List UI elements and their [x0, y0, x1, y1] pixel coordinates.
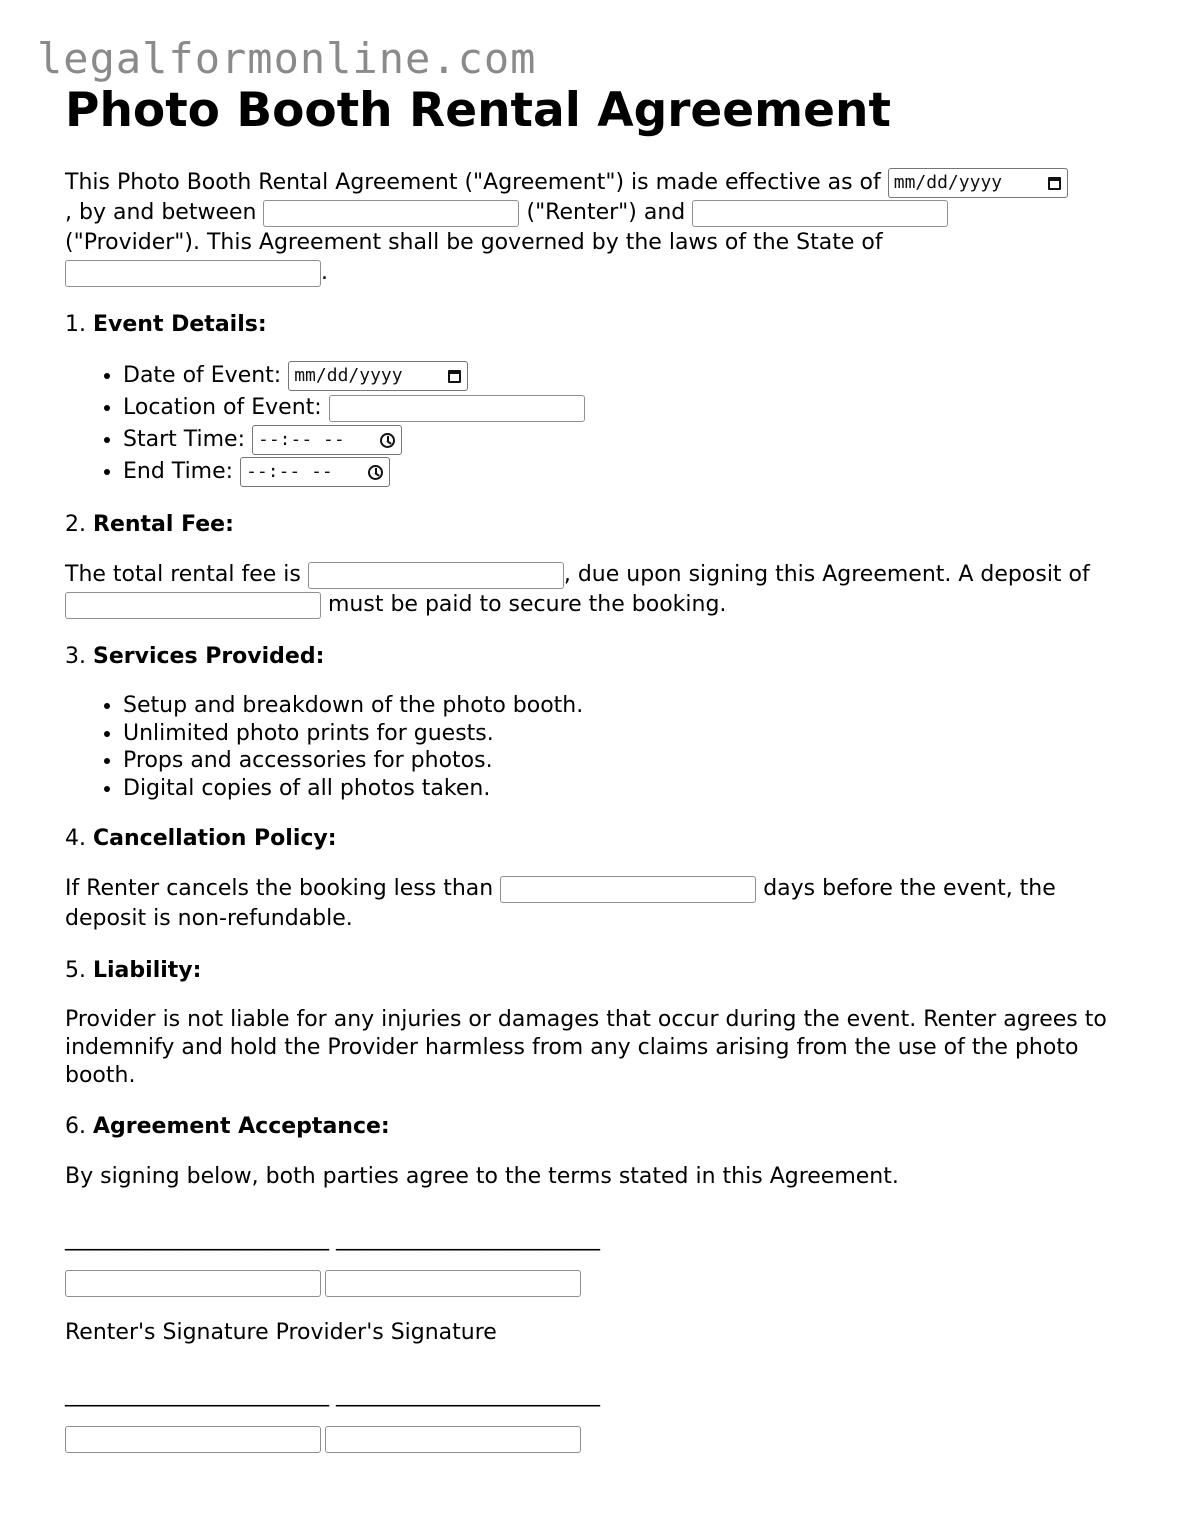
fee-text-1: The total rental fee is — [65, 562, 301, 588]
intro-text-1: This Photo Booth Rental Agreement ("Agreement") is made effective as of — [65, 170, 881, 196]
section-title: Cancellation Policy: — [93, 826, 337, 852]
section-title: Liability: — [93, 958, 202, 984]
event-date-placeholder: mm/dd/yyyy — [294, 365, 403, 387]
acceptance-paragraph: By signing below, both parties agree to the terms stated in this Agreement. — [65, 1164, 899, 1190]
intro-text-3: ("Renter") and — [526, 200, 686, 226]
section-number: 5. — [65, 958, 86, 984]
section-title: Services Provided: — [93, 644, 325, 670]
start-time-input[interactable] — [252, 425, 402, 455]
section-number: 2. — [65, 512, 86, 538]
signature-labels: Renter's Signature Provider's Signature — [65, 1320, 497, 1346]
section-event-details-heading — [65, 310, 1125, 340]
calendar-icon[interactable] — [1048, 177, 1061, 190]
list-item: • Digital copies of all photos taken. — [123, 775, 1125, 803]
list-item: • Props and accessories for photos. — [123, 747, 1125, 775]
signature-inputs — [65, 1268, 1125, 1298]
intro-text-2: , by and between — [65, 200, 257, 226]
renter-date-input[interactable] — [65, 1426, 321, 1453]
start-time-placeholder: --:-- -- — [258, 429, 345, 451]
fee-text-2: , due upon signing this Agreement. A deposit of — [563, 562, 1090, 588]
end-time-placeholder: --:-- -- — [246, 461, 333, 483]
section-acceptance-heading — [65, 1112, 1125, 1142]
section-liability-heading — [65, 956, 1125, 986]
section-title: Agreement Acceptance: — [93, 1114, 390, 1140]
deposit-input[interactable] — [65, 592, 321, 619]
clock-icon[interactable] — [380, 433, 395, 448]
page-title: Photo Booth Rental Agreement — [65, 83, 891, 138]
section-rental-fee-heading — [65, 510, 1125, 540]
fee-text-3: must be paid to secure the booking. — [328, 592, 727, 618]
services-list — [65, 692, 1125, 802]
renter-signature-input[interactable] — [65, 1270, 321, 1297]
list-item — [123, 392, 1125, 424]
list-item — [123, 424, 1125, 456]
clock-icon[interactable] — [368, 465, 383, 480]
end-time-label: End Time: — [123, 459, 234, 485]
section-number: 1. — [65, 312, 86, 338]
signature-line: ________________________ ________________________ — [65, 1226, 600, 1252]
agreement-document — [65, 84, 1125, 1454]
list-item — [123, 456, 1125, 488]
section-title: Rental Fee: — [93, 512, 234, 538]
provider-name-input[interactable] — [692, 200, 948, 227]
intro-text-4: ("Provider"). This Agreement shall be governed by the laws of the State of — [65, 230, 883, 256]
event-details-list — [65, 360, 1125, 488]
event-date-label: Date of Event: — [123, 363, 282, 389]
section-number: 3. — [65, 644, 86, 670]
section-services-heading — [65, 642, 1125, 672]
renter-name-input[interactable] — [263, 200, 519, 227]
list-item: • Setup and breakdown of the photo booth. — [123, 692, 1125, 720]
cancellation-text-2: days before the event, the deposit is non-refundable. — [65, 876, 1056, 932]
cancellation-text-1: If Renter cancels the booking less than — [65, 876, 494, 902]
rental-fee-input[interactable] — [308, 562, 564, 589]
governing-state-input[interactable] — [65, 260, 321, 287]
section-number: 6. — [65, 1114, 86, 1140]
section-number: 4. — [65, 826, 86, 852]
event-location-label: Location of Event: — [123, 395, 322, 421]
watermark: legalformonline.com — [37, 34, 537, 83]
provider-date-input[interactable] — [325, 1426, 581, 1453]
liability-paragraph: Provider is not liable for any injuries or damages that occur during the event. Renter agrees to indemnify and hold the Provider harmless from any claims arising from the use of the photo booth. — [65, 1007, 1107, 1089]
section-title: Event Details: — [93, 312, 267, 338]
section-cancellation-heading — [65, 824, 1125, 854]
date-inputs — [65, 1424, 1125, 1454]
intro-paragraph — [65, 168, 1125, 288]
rental-fee-paragraph — [65, 560, 1125, 620]
start-time-label: Start Time: — [123, 427, 245, 453]
cancellation-paragraph — [65, 874, 1125, 934]
intro-text-5: . — [321, 260, 328, 286]
date-line: ________________________ ________________________ — [65, 1382, 600, 1408]
effective-date-placeholder: mm/dd/yyyy — [893, 172, 1003, 194]
end-time-input[interactable] — [240, 457, 390, 487]
event-date-input[interactable] — [288, 361, 468, 391]
cancellation-days-input[interactable] — [500, 876, 756, 903]
list-item — [123, 360, 1125, 392]
list-item: • Unlimited photo prints for guests. — [123, 720, 1125, 748]
effective-date-input[interactable] — [888, 168, 1068, 198]
provider-signature-input[interactable] — [325, 1270, 581, 1297]
calendar-icon[interactable] — [448, 370, 461, 383]
event-location-input[interactable] — [329, 395, 585, 422]
